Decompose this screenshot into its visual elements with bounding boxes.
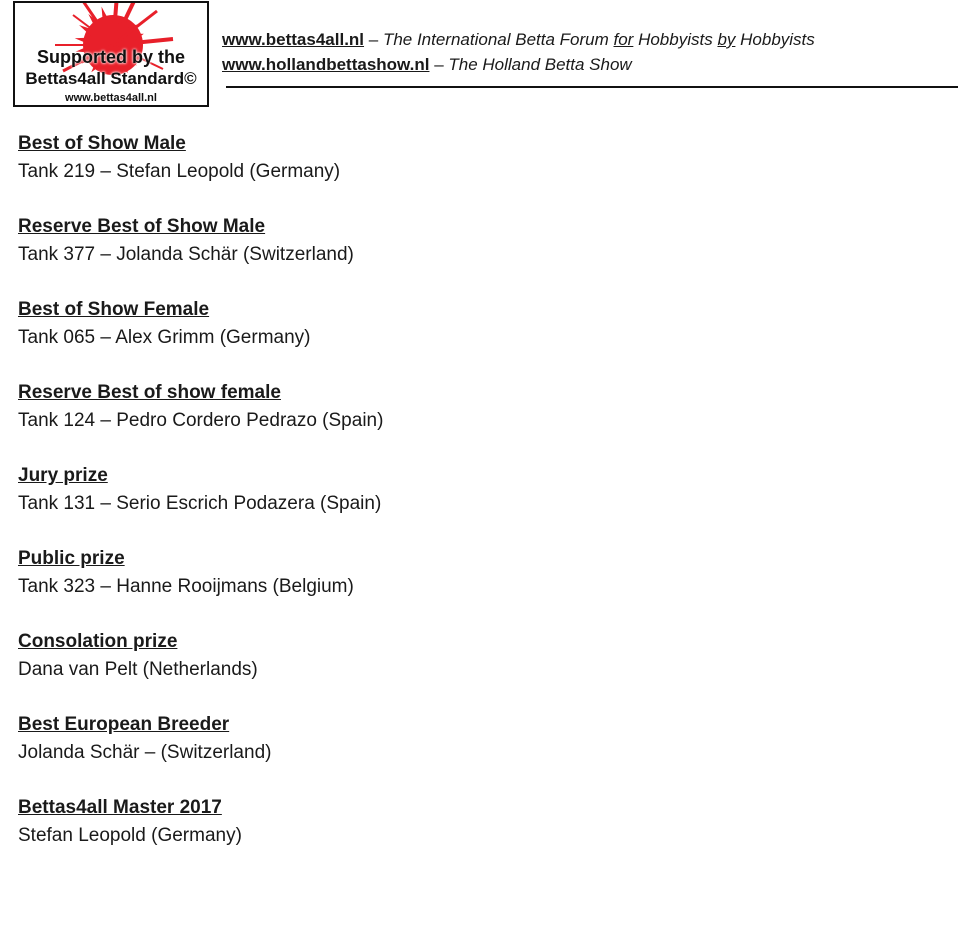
header-divider [226, 86, 958, 88]
header-separator: – [364, 30, 383, 49]
award-title: Public prize [18, 548, 125, 569]
award-title: Bettas4all Master 2017 [18, 797, 222, 818]
header-desc-part2: Hobbyists [633, 30, 718, 49]
award-title: Best of Show Male [18, 133, 186, 154]
award-public-prize [18, 545, 383, 628]
award-reserve-best-of-show-female [18, 379, 383, 462]
header-desc-part3: Hobbyists [735, 30, 815, 49]
award-winner: Tank 124 – Pedro Cordero Pedrazo (Spain) [18, 410, 384, 431]
award-title: Reserve Best of show female [18, 382, 281, 403]
header-line-hollandbettashow [222, 52, 958, 77]
header-desc-part1: The International Betta Forum [382, 30, 614, 49]
page-header [222, 27, 958, 77]
award-winner: Dana van Pelt (Netherlands) [18, 659, 258, 680]
award-winner: Tank 323 – Hanne Rooijmans (Belgium) [18, 576, 354, 597]
award-winner: Tank 377 – Jolanda Schär (Switzerland) [18, 244, 354, 265]
hollandbettashow-link[interactable]: www.hollandbettashow.nl [222, 55, 430, 74]
logo-line-supported: Supported by the [37, 47, 185, 67]
award-winner: Tank 065 – Alex Grimm (Germany) [18, 327, 311, 348]
award-winner: Jolanda Schär – (Switzerland) [18, 742, 272, 763]
header-desc-for: for [613, 30, 634, 49]
awards-list [18, 130, 383, 877]
award-title: Best of Show Female [18, 299, 210, 320]
award-best-european-breeder [18, 711, 383, 794]
award-jury-prize [18, 462, 383, 545]
award-reserve-best-of-show-male [18, 213, 383, 296]
bettas4all-link[interactable]: www.bettas4all.nl [222, 30, 365, 49]
header-line-bettas4all [222, 27, 958, 52]
award-title: Consolation prize [18, 631, 178, 652]
logo-line-standard: Bettas4all Standard© [25, 69, 197, 88]
award-best-of-show-female [18, 296, 383, 379]
header-separator: – [429, 55, 449, 74]
award-bettas4all-master [18, 794, 383, 877]
header-desc-by: by [717, 30, 736, 49]
header-desc-holland: The Holland Betta Show [448, 55, 632, 74]
award-title: Best European Breeder [18, 714, 230, 735]
award-title: Jury prize [18, 465, 108, 486]
award-winner: Tank 219 – Stefan Leopold (Germany) [18, 161, 341, 182]
bettas4all-standard-logo [13, 1, 209, 107]
logo-line-url: www.bettas4all.nl [65, 92, 157, 104]
award-title: Reserve Best of Show Male [18, 216, 266, 237]
award-winner: Tank 131 – Serio Escrich Podazera (Spain) [18, 493, 382, 514]
award-winner: Stefan Leopold (Germany) [18, 825, 242, 846]
award-consolation-prize [18, 628, 383, 711]
award-best-of-show-male [18, 130, 383, 213]
